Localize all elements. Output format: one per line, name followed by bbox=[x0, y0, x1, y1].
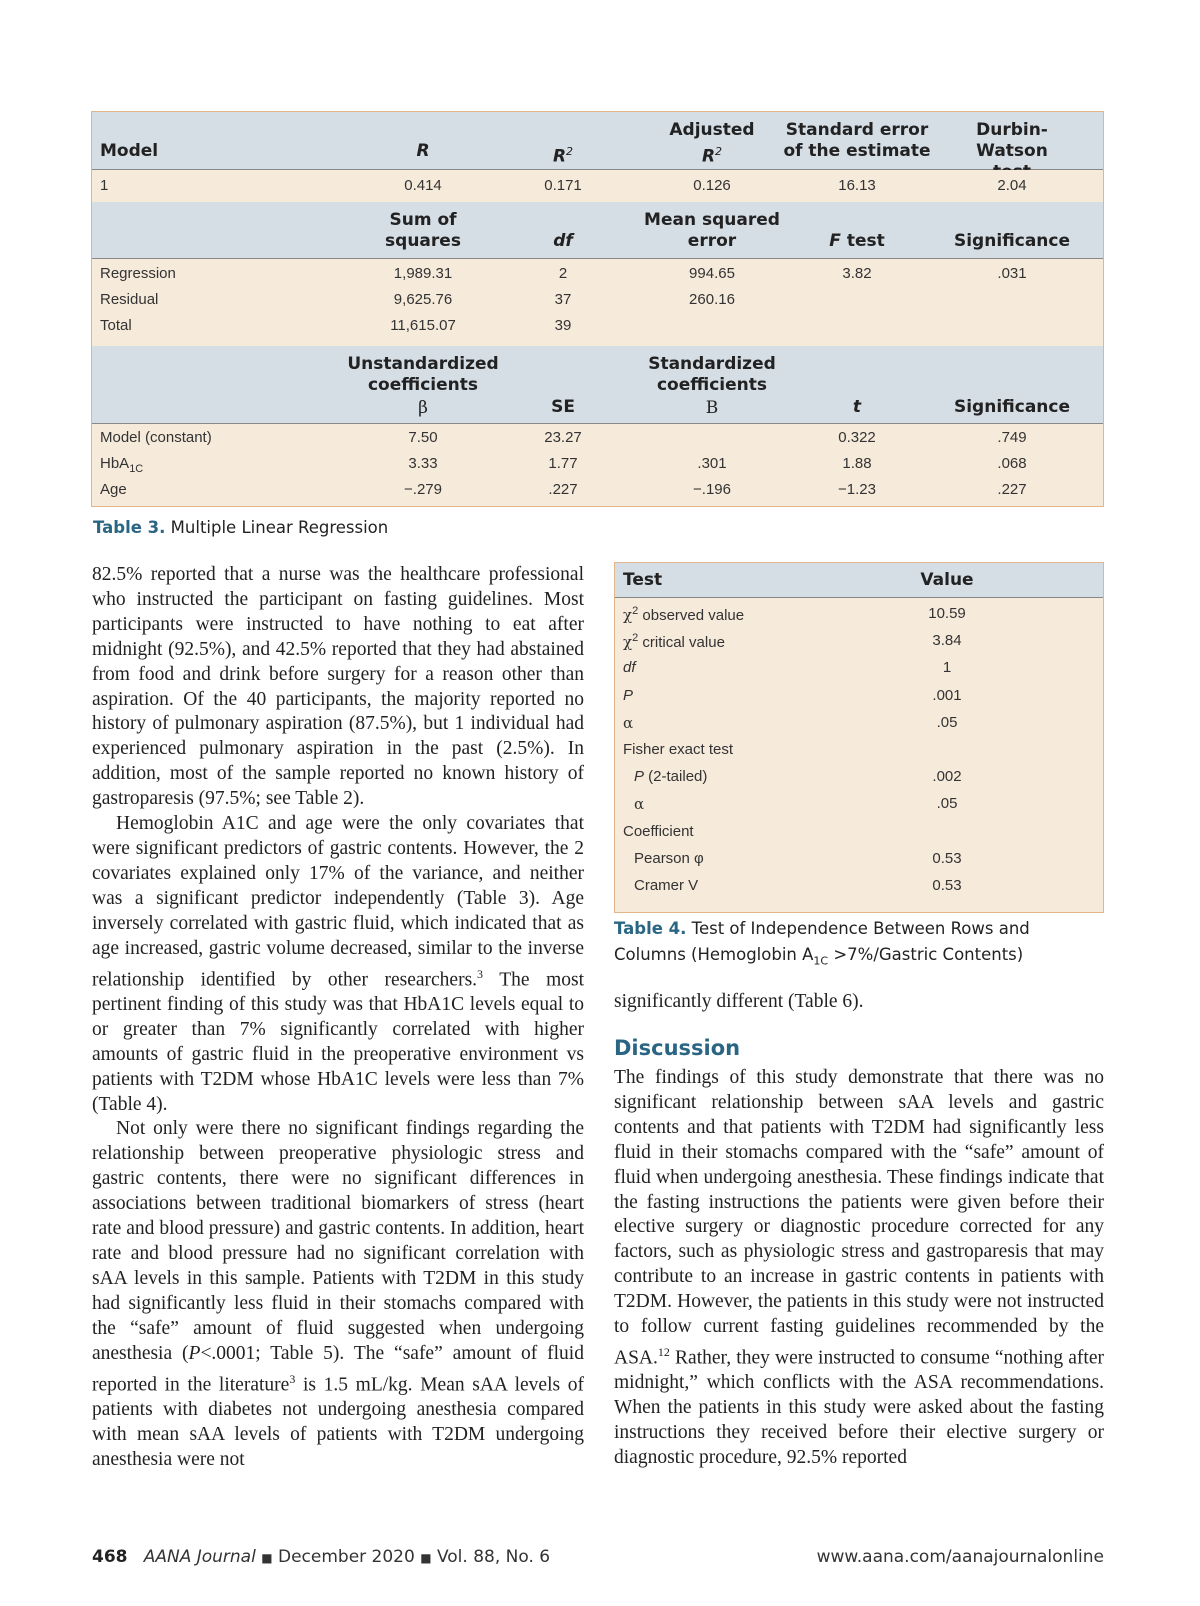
row-label: Total bbox=[100, 317, 132, 334]
table3-section1-header bbox=[92, 112, 1103, 170]
table3-section1-body bbox=[92, 170, 1103, 202]
table-cell: 0.322 bbox=[838, 429, 876, 446]
table-cell: −1.23 bbox=[838, 481, 876, 498]
table-cell: 2 bbox=[558, 265, 568, 282]
row-label: Coefficient bbox=[623, 822, 694, 840]
table-cell: .05 bbox=[936, 713, 958, 731]
table-cell: 0.126 bbox=[693, 177, 731, 194]
row-label: Regression bbox=[100, 265, 176, 282]
table3-section2-body bbox=[92, 259, 1103, 346]
table-cell: .227 bbox=[997, 481, 1027, 498]
table-cell: .227 bbox=[548, 481, 578, 498]
header-value: Value bbox=[920, 570, 974, 590]
table-cell: 9,625.76 bbox=[393, 291, 453, 308]
table3-section2-header bbox=[92, 202, 1103, 259]
row-label: Fisher exact test bbox=[623, 741, 734, 758]
caption-subscript: 1C bbox=[813, 954, 829, 968]
header-significance: Significance bbox=[953, 231, 1071, 251]
row-label: P (2-tailed) bbox=[634, 768, 708, 786]
caption-label: Table 4. bbox=[614, 919, 687, 938]
table3-section3-body bbox=[92, 424, 1103, 506]
table-cell: .031 bbox=[997, 265, 1027, 282]
header-unstandardized-coefficients: Unstandardized coefficients β bbox=[347, 354, 499, 418]
table-3 bbox=[91, 111, 1104, 507]
table-cell: 0.171 bbox=[544, 177, 582, 194]
table4-caption bbox=[614, 916, 1104, 974]
table-cell: −.196 bbox=[693, 481, 731, 498]
table-cell: .301 bbox=[697, 455, 727, 472]
caption-text: Test of Independence Between Rows and bbox=[691, 919, 1030, 938]
header-r: R bbox=[416, 141, 430, 161]
paragraph: Not only were there no significant findings regarding the relationship between preoperative physiologic stress and gastric contents, there were no significant differences in associations between traditional biomarkers of stress (heart rate and blood pressure) and gastric contents. In addition, heart rate and blood pressure had no significant correlation with sAA levels in this sample. Patients with T2DM in this study had significantly less fluid in their stomachs compared with the “safe” amount of fluid suggested when undergoing anesthesia (P<.0001; Table 5). The “safe” amount of fluid reported in the literature$^3$ is 1.5 mL/kg. Mean sAA levels of patients with diabetes not undergoing anesthesia compared with mean sAA levels of patients with T2DM undergoing anesthesia were not bbox=[92, 1118, 584, 1470]
table-cell: .05 bbox=[936, 795, 958, 813]
header-standard-error: Standard error of the estimate bbox=[783, 120, 931, 161]
footer-url: www.aana.com/aanajournalonline bbox=[816, 1547, 1104, 1567]
header-durbin-watson: Durbin- Watson bbox=[976, 120, 1048, 161]
table-cell: 37 bbox=[554, 291, 572, 308]
paragraph: 82.5% reported that a nurse was the healthcare professional who instructed the participant on fasting guidelines. Most participants were instructed to have nothing to eat after midnight (92.5%), and 42.5% reported that they had abstained from food and drink before surgery for a reason other than aspiration. Of the 40 participants, the majority reported no history of pulmonary aspiration (87.5%), but 1 individual had experienced pulmonary aspiration in the past (2.5%). In addition, most of the sample reported no known history of gastroparesis (97.5%; see Table 2). bbox=[92, 564, 584, 810]
row-label: $\chi^2$ observed value bbox=[623, 605, 745, 624]
page-number: 468 bbox=[92, 1547, 128, 1567]
table-cell: 10.59 bbox=[928, 605, 966, 622]
header-f-test: F test bbox=[829, 231, 885, 251]
paragraph: The findings of this study demonstrate that there was no significant relationship between sAA levels and gastric contents and that patients with T2DM had significantly less fluid in their stomachs compared with the “safe” amount of fluid when undergoing anesthesia. These findings indicate that the fasting instructions the patients were given before their elective surgery or diagnostic procedure corrected for any factors, such as physiologic stress and gastroparesis that may contribute to an increase in gastric contents in patients with T2DM. However, the patients in this study were not instructed to follow current fasting guidelines recommended by the ASA.$^{12}$ Rather, they were instructed to consume “nothing after midnight,” which conflicts with the ASA recommendations. When the patients in this study were asked about the fasting instructions they received before their elective surgery or diagnostic procedure, 92.5% reported bbox=[614, 1067, 1104, 1469]
header-standardized-coefficients: Standardized coefficients B bbox=[648, 354, 776, 418]
journal-name: AANA Journal bbox=[143, 1547, 256, 1567]
table3-caption bbox=[93, 518, 388, 537]
separator-icon: ■ bbox=[420, 1551, 432, 1565]
row-label: Residual bbox=[100, 291, 159, 308]
table-cell: 0.53 bbox=[932, 877, 962, 894]
table-cell: 39 bbox=[554, 317, 572, 334]
table-cell: 1,989.31 bbox=[393, 265, 453, 282]
issue-date: December 2020 bbox=[277, 1547, 415, 1567]
table-cell: 3.82 bbox=[842, 265, 872, 282]
header-significance-2: Significance bbox=[953, 397, 1071, 417]
right-column-continuation bbox=[614, 990, 1104, 1015]
row-label-text: HbA bbox=[100, 455, 130, 472]
row-label: Cramer V bbox=[634, 877, 699, 894]
caption-text: Multiple Linear Regression bbox=[170, 518, 389, 537]
table-cell: 3.33 bbox=[408, 455, 438, 472]
right-column-discussion bbox=[614, 1066, 1104, 1471]
table-cell: .001 bbox=[932, 686, 962, 704]
table-cell: 16.13 bbox=[838, 177, 876, 194]
header-r-squared: $R^2$ bbox=[552, 145, 574, 167]
table3-section3-header bbox=[92, 346, 1103, 424]
row-label: df bbox=[623, 659, 636, 677]
footer-left bbox=[92, 1547, 550, 1567]
table-cell: 3.84 bbox=[932, 632, 962, 650]
table-cell: 1.77 bbox=[548, 455, 578, 472]
caption-text: Columns (Hemoglobin A bbox=[614, 945, 814, 964]
caption-text: >7%/Gastric Contents) bbox=[828, 945, 1024, 964]
paragraph: Hemoglobin A1C and age were the only covariates that were significant predictors of gastric contents. However, the 2 covariates explained only 17% of the variance, and neither was a significant predictor independently (Table 3). Age inversely correlated with gastric fluid, which indicated that as age increased, gastric volume decreased, similar to the inverse relationship identified by other researchers.$^3$ The most pertinent finding of this study was that HbA1C levels equal to or greater than 7% significantly correlated with higher amounts of gastric fluid in the preoperative environment vs patients with T2DM whose HbA1C levels were less than 7% (Table 4). bbox=[92, 813, 584, 1115]
header-adjusted-r-squared: Adjusted $R^2$ bbox=[669, 120, 755, 167]
header-test: Test bbox=[623, 570, 663, 590]
row-label: Model (constant) bbox=[100, 429, 212, 446]
table-cell: .749 bbox=[997, 429, 1027, 446]
caption-label: Table 3. bbox=[93, 518, 166, 537]
table-cell: 1 bbox=[942, 659, 952, 677]
header-se: SE bbox=[551, 397, 575, 417]
table-cell: 0.414 bbox=[404, 177, 442, 194]
table-cell: 23.27 bbox=[544, 429, 582, 446]
table-cell: 2.04 bbox=[997, 177, 1027, 194]
header-sum-of-squares: Sum of squares bbox=[385, 210, 461, 251]
table-cell: 1.88 bbox=[842, 455, 872, 472]
table4-header bbox=[615, 563, 1103, 598]
subscript: 1C bbox=[129, 463, 144, 475]
row-label: α bbox=[634, 795, 645, 814]
header-model: Model bbox=[100, 141, 159, 161]
paragraph: significantly different (Table 6). bbox=[614, 991, 864, 1012]
header-df: df bbox=[553, 231, 573, 251]
row-label bbox=[100, 455, 143, 475]
separator-icon: ■ bbox=[261, 1551, 273, 1565]
row-label: P bbox=[623, 686, 634, 704]
table-cell: −.279 bbox=[404, 481, 442, 498]
discussion-heading: Discussion bbox=[614, 1036, 741, 1060]
table-cell: 1 bbox=[100, 177, 109, 194]
table-cell: 7.50 bbox=[408, 429, 438, 446]
table-cell: 994.65 bbox=[689, 265, 735, 282]
table-4 bbox=[614, 562, 1104, 913]
table-cell: 260.16 bbox=[689, 291, 735, 308]
header-mean-squared-error: Mean squared error bbox=[644, 210, 780, 251]
row-label: $\chi^2$ critical value bbox=[623, 632, 725, 652]
left-column bbox=[92, 563, 584, 1473]
table-cell: 0.53 bbox=[932, 849, 962, 867]
volume: Vol. 88, No. 6 bbox=[436, 1547, 551, 1567]
row-label: α bbox=[623, 713, 634, 732]
header-t: t bbox=[852, 397, 862, 417]
row-label: Age bbox=[100, 481, 127, 498]
table-cell: .068 bbox=[997, 455, 1027, 472]
row-label: Pearson φ bbox=[634, 849, 704, 867]
table-cell: 11,615.07 bbox=[390, 317, 456, 334]
table-cell: .002 bbox=[932, 768, 962, 786]
